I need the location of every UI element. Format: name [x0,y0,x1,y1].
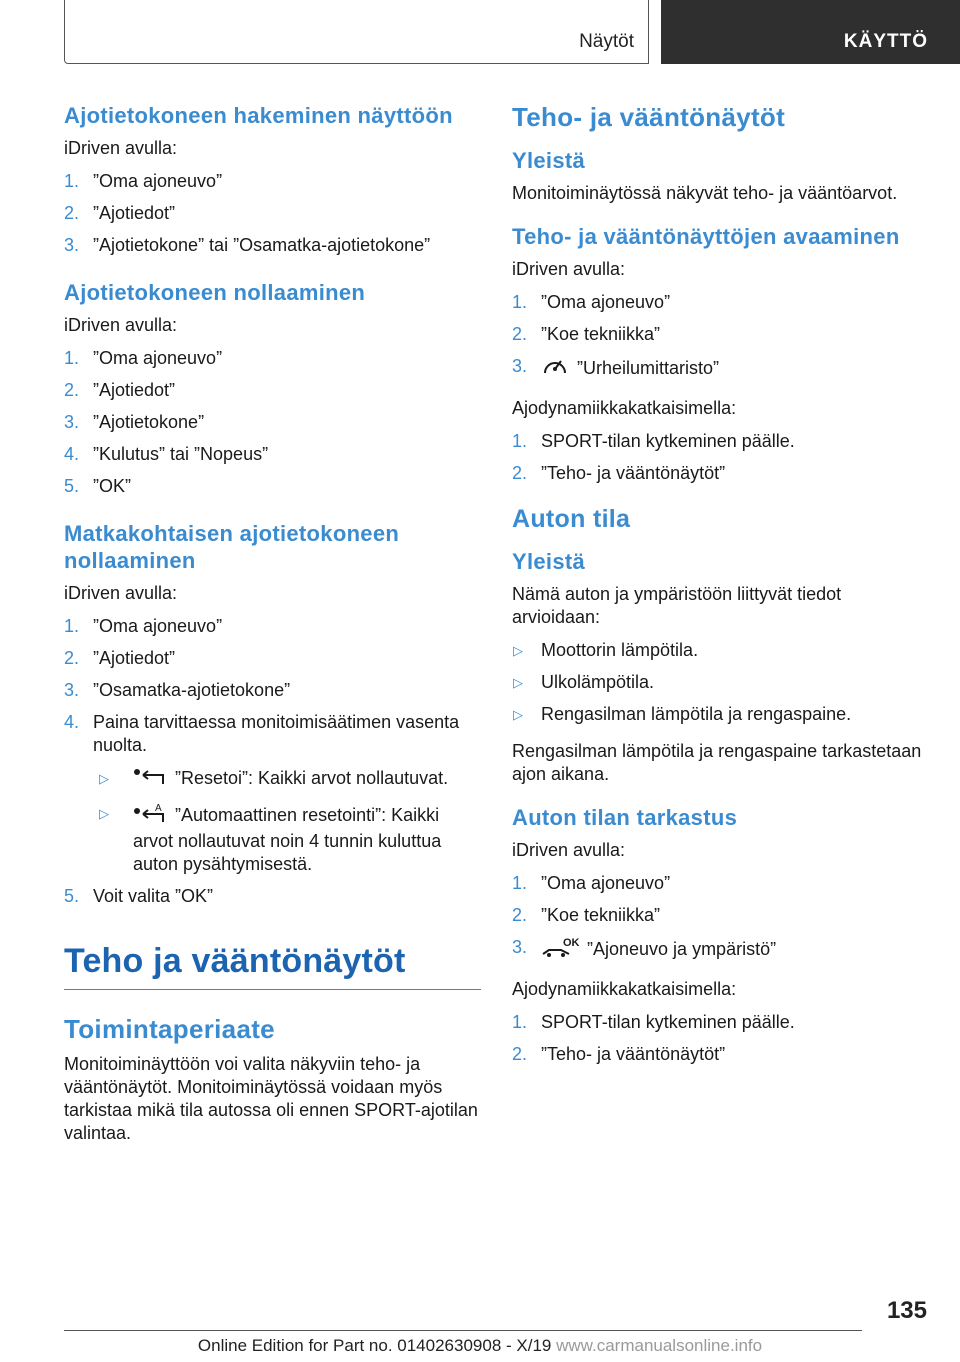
body-text: Monitoiminäytössä näkyvät teho- ja vääntöarvot. [512,183,898,203]
body-text: Nämä auton ja ympäristöön liittyvät tiedot arvioidaan: [512,584,842,627]
step-number: 1. [64,348,80,368]
step-text: ”Ajoneuvo ja ympäristö” [587,939,777,959]
step-text: Voit valita ”OK” [93,886,214,906]
list-item [512,462,932,485]
step-number: 4. [64,712,80,732]
step-number: 3. [64,235,80,255]
page-number: 135 [886,1297,927,1324]
sub-list-text: ”Automaattinen resetointi”: Kaikki arvot nollautuvat noin 4 tunnin kuluttua auton pysähtymisestä. [133,805,442,874]
list-item [512,703,932,726]
list-item [64,885,481,908]
right-column [512,102,932,1080]
step-number: 5. [64,886,80,906]
step-text: ”Oma ajoneuvo” [93,171,223,191]
list-item [64,443,481,466]
step-text: ”Ajotietokone” [93,412,205,432]
sub-list-item [93,802,481,876]
header-tab-section [64,0,649,64]
step-text: ”Kulutus” tai ”Nopeus” [93,444,269,464]
step-number: 2. [512,324,528,344]
steps-list [512,430,932,485]
header-tab-chapter [661,0,960,64]
list-item [64,347,481,370]
list-item [64,647,481,670]
intro-text: iDriven avulla: [64,138,178,158]
steps-list [64,170,481,257]
step-number: 3. [64,680,80,700]
step-number: 1. [64,171,80,191]
list-item [512,936,932,964]
list-item [512,355,932,383]
sport-gauge-icon [541,355,569,383]
step-number: 5. [64,476,80,496]
bullet-text: Rengasilman lämpötila ja rengaspaine. [541,704,852,724]
step-number: 1. [512,873,528,893]
section-title-power-torque-displays: Teho- ja vääntönäytöt [512,102,786,132]
step-number: 2. [512,1044,528,1064]
steps-list [64,615,481,908]
step-number: 3. [512,937,528,957]
list-item [64,711,481,876]
section-title-trip-computer-reset: Ajotietokoneen nollaaminen [64,280,366,305]
step-number: 2. [512,463,528,483]
step-text: ”Koe tekniikka” [541,324,661,344]
step-text: ”Urheilumittaristo” [577,358,720,378]
header-chapter-title: KÄYTTÖ [843,31,928,52]
step-number: 2. [64,648,80,668]
list-item [512,639,932,662]
sub-list [93,767,481,876]
step-text: ”Ajotiedot” [93,648,176,668]
vehicle-ok-icon [541,936,579,964]
header-section-title: Näytöt [579,31,634,52]
intro-text: iDriven avulla: [64,315,178,335]
step-number: 2. [64,380,80,400]
sub-list-text: ”Resetoi”: Kaikki arvot nollautuvat. [175,768,449,788]
list-item [64,679,481,702]
step-text: ”Ajotietokone” tai ”Osamatka-ajotietokone” [93,235,431,255]
bullet-triangle-icon: ▷ [513,707,523,722]
steps-list [512,291,932,383]
step-number: 1. [64,616,80,636]
list-item [512,323,932,346]
intro-text: Ajodynamiikkakatkaisimella: [512,979,737,999]
list-item [512,872,932,895]
step-number: 2. [64,203,80,223]
step-number: 4. [64,444,80,464]
list-item [64,411,481,434]
section-title-vehicle-status: Auton tila [512,505,631,533]
step-text: SPORT-tilan kytkeminen päälle. [541,1012,795,1032]
step-text: ”Ajotiedot” [93,380,176,400]
left-column [64,102,481,1155]
bullet-triangle-icon: ▷ [513,675,523,690]
step-text: ”Teho- ja vääntönäytöt” [541,1044,726,1064]
step-text: ”Koe tekniikka” [541,905,661,925]
footer-edition-text: Online Edition for Part no. 01402630908 - X/19 [197,1336,552,1355]
section-title-trip-computer-display: Ajotietokoneen hakeminen näyttöön [64,103,453,128]
bullet-list [512,639,932,726]
body-text: Rengasilman lämpötila ja rengaspaine tarkastetaan ajon aikana. [512,741,922,784]
step-text: ”Ajotiedot” [93,203,176,223]
footer-watermark: www.carmanualsonline.info [556,1336,763,1355]
bullet-triangle-icon: ▷ [513,643,523,658]
step-text: ”OK” [93,476,131,496]
intro-text: Ajodynamiikkakatkaisimella: [512,398,737,418]
list-item [512,904,932,927]
steps-list [512,872,932,964]
step-number: 1. [512,1012,528,1032]
footer-divider [64,1330,862,1331]
vehicle-ok-icon-label: OK [563,937,579,949]
step-number: 3. [64,412,80,432]
list-item [64,202,481,225]
step-text: SPORT-tilan kytkeminen päälle. [541,431,795,451]
bullet-triangle-icon: ▷ [99,806,109,821]
list-item [512,430,932,453]
step-text: ”Oma ajoneuvo” [93,348,223,368]
step-number: 2. [512,905,528,925]
auto-reset-icon [133,802,167,830]
step-number: 1. [512,431,528,451]
section-title-general: Yleistä [512,549,586,574]
list-item [64,475,481,498]
intro-text: iDriven avulla: [512,840,626,860]
step-number: 1. [512,292,528,312]
sub-list-item [93,767,481,793]
intro-text: iDriven avulla: [64,583,178,603]
step-number: 3. [512,356,528,376]
step-text: ”Oma ajoneuvo” [541,292,671,312]
list-item [64,170,481,193]
body-text: Monitoiminäyttöön voi valita näkyviin teho- ja vääntönäytöt. Monitoiminäytössä voidaan myös tarkistaa mikä tila autossa oli ennen SPORT-ajotilan valintaa. [64,1054,478,1143]
chapter-title-power-torque: Teho ja vääntönäytöt [64,942,481,990]
step-text: ”Teho- ja vääntönäytöt” [541,463,726,483]
intro-text: iDriven avulla: [512,259,626,279]
section-title-open-displays: Teho- ja vääntönäyttöjen avaaminen [512,224,900,249]
list-item [512,1011,932,1034]
step-text: ”Oma ajoneuvo” [93,616,223,636]
step-text: ”Oma ajoneuvo” [541,873,671,893]
auto-reset-icon-label: A [155,803,162,814]
list-item [512,1043,932,1066]
step-text: ”Osamatka-ajotietokone” [93,680,291,700]
section-title-general: Yleistä [512,148,586,173]
bullet-text: Ulkolämpötila. [541,672,655,692]
steps-list [512,1011,932,1066]
list-item [512,671,932,694]
section-title-principle: Toimintaperiaate [64,1014,275,1044]
section-title-vehicle-status-check: Auton tilan tarkastus [512,805,738,830]
section-title-trip-reset: Matkakohtaisen ajotietokoneen nollaaminen [64,521,400,573]
bullet-text: Moottorin lämpötila. [541,640,699,660]
steps-list [64,347,481,498]
footer-edition [0,1336,960,1356]
list-item [64,379,481,402]
step-text: Paina tarvittaessa monitoimisäätimen vasenta nuolta. [93,712,460,755]
reset-arrow-icon [133,767,167,793]
list-item [64,615,481,638]
list-item [512,291,932,314]
list-item [64,234,481,257]
bullet-triangle-icon: ▷ [99,771,109,786]
